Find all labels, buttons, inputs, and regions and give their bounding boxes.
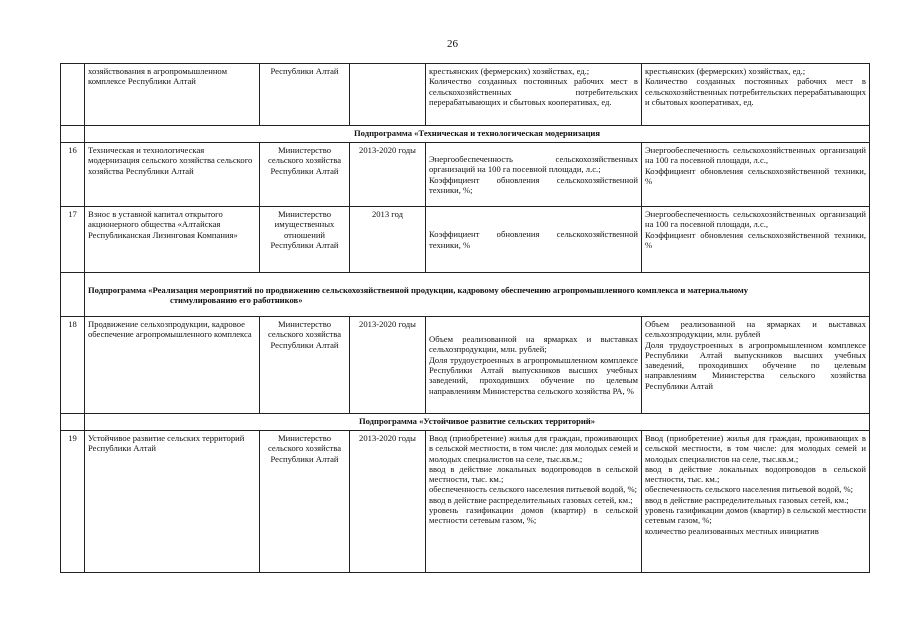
result-text: ввод в действие распределительных газовых сетей, км.;: [645, 494, 849, 505]
results-cell: [642, 317, 870, 414]
indicators-cell: [426, 317, 642, 414]
indicator-text: обеспеченность сельского населения питьевой водой, %;: [429, 484, 638, 495]
indicator-text: Коэффициент обновления сельскохозяйственной техники, %;: [429, 174, 638, 195]
indicator-text: крестьянских (фермерских) хозяйствах, ед.;: [429, 66, 590, 76]
indicator-text: Количество созданных постоянных рабочих мест в сельскохозяйственных потребительских перерабатывающих и сбытовых кооперативах, ед.: [429, 76, 638, 107]
period: 2013-2020 годы: [350, 431, 426, 573]
page-number: 26: [447, 38, 458, 50]
result-text: ввод в действие локальных водопроводов в сельской местности, тыс. км.;: [645, 463, 866, 485]
executor: Министерство имущественных отношений Республики Алтай: [260, 207, 350, 273]
indicator-text: Ввод (приобретение) жилья для граждан, проживающих в сельской местности, в том числе: для молодых семей и молодых специалистов на селе, тыс.кв.м.;: [429, 433, 638, 464]
program-measures-table: [60, 63, 870, 573]
table-row: [61, 64, 870, 126]
results-cell: [642, 207, 870, 273]
table-row: [61, 317, 870, 414]
executor: Министерство сельского хозяйства Республики Алтай: [260, 317, 350, 414]
result-text: Доля трудоустроенных в агропромышленном комплексе Республики Алтай выпускников высших учебных заведений, проходивших обучение по целевым направлениям Министерства сельского хозяйства Республики Алтай: [645, 339, 866, 391]
indicator-text: Энергообеспеченность сельскохозяйственных организаций на 100 га посевной площади, л.с.;: [429, 153, 638, 175]
measure-name: хозяйствования в агропромышленном комплексе Республики Алтай: [85, 64, 260, 126]
period: 2013 год: [350, 207, 426, 273]
subprogram-title-line: стимулированию его работников»: [170, 295, 303, 306]
measure-name: Устойчивое развитие сельских территорий Республики Алтай: [85, 431, 260, 573]
indicator-text: уровень газификации домов (квартир) в сельской местности сетевым газом, %;: [429, 505, 638, 526]
result-text: Энергообеспеченность сельскохозяйственных организаций на 100 га посевной площади, л.с.,: [645, 209, 866, 230]
result-text: обеспеченность сельского населения питьевой водой, %;: [645, 484, 854, 495]
result-text: Коэффициент обновления сельскохозяйственной техники, %: [645, 165, 866, 186]
table-row: [61, 431, 870, 573]
indicators-cell: [426, 431, 642, 573]
result-text: количество реализованных местных инициатив: [645, 525, 819, 536]
row-number: [61, 64, 85, 126]
indicators-cell: [426, 143, 642, 207]
subprogram-title: Подпрограмма «Устойчивое развитие сельских территорий»: [85, 414, 870, 431]
period: [350, 64, 426, 126]
indicator-text: Коэффициент обновления сельскохозяйственной техники, %: [429, 229, 638, 250]
result-text: крестьянских (фермерских) хозяйствах, ед.;: [645, 66, 806, 76]
subprogram-title: [85, 273, 870, 317]
results-cell: [642, 143, 870, 207]
subprogram-row: [61, 273, 870, 317]
indicator-text: ввод в действие распределительных газовых сетей, км.;: [429, 494, 633, 505]
indicators-cell: [426, 207, 642, 273]
result-text: уровень газификации домов (квартир) в сельской местности сетевым газом, %;: [645, 505, 866, 526]
executor: Министерство сельского хозяйства Республики Алтай: [260, 431, 350, 573]
subprogram-row: [61, 126, 870, 143]
executor: Республики Алтай: [260, 64, 350, 126]
indicator-text: Доля трудоустроенных в агропромышленном комплексе Республики Алтай выпускников высших учебных заведений, проходивших обучение по целевым направлениям Министерства сельского хозяйства РА, %: [429, 354, 638, 396]
table-row: [61, 143, 870, 207]
result-text: Ввод (приобретение) жилья для граждан, проживающих в сельской местности, в том числе: для молодых семей и молодых специалистов на селе, тыс.кв.м.;: [645, 433, 866, 464]
indicator-text: Объем реализованной на ярмарках и выставках сельхозпродукции, млн. рублей;: [429, 334, 638, 355]
table-row: [61, 207, 870, 273]
row-number: 16: [61, 143, 85, 207]
measure-name: Техническая и технологическая модернизация сельского хозяйства сельского хозяйства Республики Алтай: [85, 143, 260, 207]
row-number: 17: [61, 207, 85, 273]
period: 2013-2020 годы: [350, 143, 426, 207]
result-text: Энергообеспеченность сельскохозяйственных организаций на 100 га посевной площади, л.с.,: [645, 145, 866, 166]
indicators-cell: [426, 64, 642, 126]
period: 2013-2020 годы: [350, 317, 426, 414]
subprogram-row: [61, 414, 870, 431]
executor: Министерство сельского хозяйства Республики Алтай: [260, 143, 350, 207]
result-text: Коэффициент обновления сельскохозяйственной техники, %: [645, 229, 866, 250]
results-cell: [642, 431, 870, 573]
subprogram-title: Подпрограмма «Техническая и технологическая модернизация: [85, 126, 870, 143]
measure-name: Взнос в уставной капитал открытого акционерного общества «Алтайская Республиканская Лизинговая Компания»: [85, 207, 260, 273]
row-number: 19: [61, 431, 85, 573]
subprogram-title-line: Подпрограмма «Реализация мероприятий по продвижению сельскохозяйственной продукции, кадровому обеспечению агропромышленного комплекса и материальному: [88, 285, 749, 295]
measure-name: Продвижение сельхозпродукции, кадровое обеспечение агропромышленного комплекса: [85, 317, 260, 414]
row-number: 18: [61, 317, 85, 414]
result-text: Количество созданных постоянных рабочих мест в сельскохозяйственных потребительских перерабатывающих и сбытовых кооперативах, ед.: [645, 76, 866, 107]
results-cell: [642, 64, 870, 126]
result-text: Объем реализованной на ярмарках и выставках сельхозпродукции, млн. рублей: [645, 319, 866, 340]
indicator-text: ввод в действие локальных водопроводов в сельской местности, тыс. км.;: [429, 463, 638, 485]
